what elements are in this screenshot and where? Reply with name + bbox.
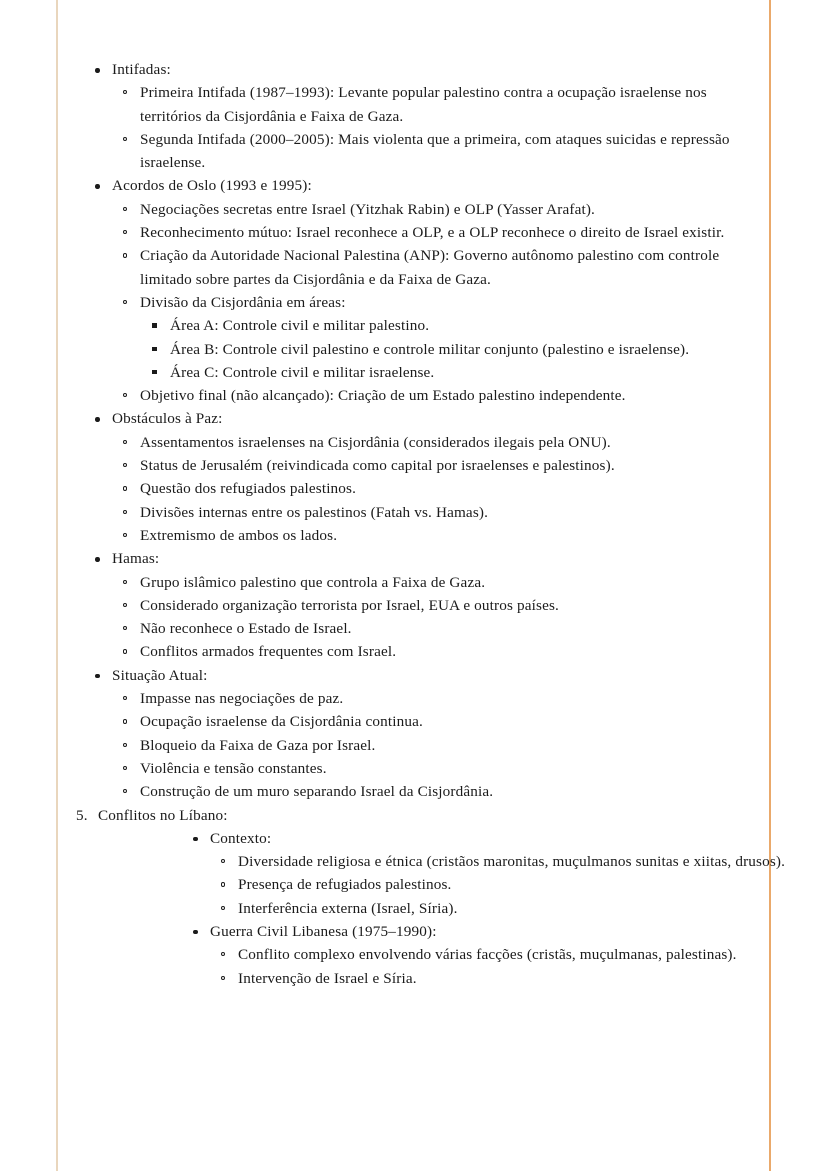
list-item <box>112 640 828 663</box>
disc-bullet-icon <box>95 68 100 73</box>
list-item-text: Área B: Controle civil palestino e controle militar conjunto (palestino e israelense). <box>170 340 690 358</box>
list-item <box>112 477 828 500</box>
list-item <box>112 571 828 594</box>
list-item <box>112 198 828 221</box>
list-item <box>140 361 828 384</box>
circle-bullet-icon <box>123 510 127 514</box>
list-item <box>112 81 828 128</box>
list-item-text: Reconhecimento mútuo: Israel reconhece a OLP, e a OLP reconhece o direito de Israel existir. <box>140 224 725 242</box>
circle-bullet-icon <box>123 137 127 141</box>
square-bullet-icon <box>152 370 157 375</box>
areas-sublist <box>140 314 828 384</box>
list-item <box>210 873 828 896</box>
list-item-intifadas-heading <box>0 58 828 174</box>
list-item <box>112 384 828 407</box>
section-obstaculos-a-paz <box>0 407 828 547</box>
libano-sublist <box>98 827 828 990</box>
disc-bullet-icon <box>193 837 198 842</box>
list-item <box>112 524 828 547</box>
hamas-sublist <box>112 571 828 664</box>
disc-bullet-icon <box>95 557 100 562</box>
contexto-sublist <box>210 850 828 920</box>
list-item <box>112 734 828 757</box>
circle-bullet-icon <box>123 580 127 584</box>
disc-bullet-icon <box>95 674 100 679</box>
list-item-text: Área A: Controle civil e militar palestino. <box>170 317 430 335</box>
list-item-text: Negociações secretas entre Israel (Yitzhak Rabin) e OLP (Yasser Arafat). <box>140 200 596 218</box>
list-item <box>112 757 828 780</box>
circle-bullet-icon <box>123 696 127 700</box>
list-item <box>210 943 828 966</box>
heading-guerra-civil-libanesa: Guerra Civil Libanesa (1975–1990): <box>210 922 437 940</box>
list-item-text: Criação da Autoridade Nacional Palestina (ANP): Governo autônomo palestino com controle limitado sobre partes da Cisjordânia e da Faixa de Gaza. <box>140 247 720 288</box>
circle-bullet-icon <box>123 719 127 723</box>
disc-bullet-icon <box>193 930 198 935</box>
list-item-text: Área C: Controle civil e militar israelense. <box>170 363 435 381</box>
section-number: 5. <box>76 806 88 824</box>
list-item <box>112 594 828 617</box>
heading-conflitos-no-libano: Conflitos no Líbano: <box>98 806 228 824</box>
intifadas-sublist <box>112 81 828 174</box>
list-item-libano-heading <box>0 804 828 990</box>
section-acordos-de-oslo <box>0 174 828 407</box>
circle-bullet-icon <box>123 626 127 630</box>
list-item-text: Grupo islâmico palestino que controla a Faixa de Gaza. <box>140 573 486 591</box>
list-item-text: Questão dos refugiados palestinos. <box>140 480 357 498</box>
list-item-guerra-civil-heading <box>98 920 828 990</box>
list-item <box>140 314 828 337</box>
square-bullet-icon <box>152 323 157 328</box>
list-item-text: Não reconhece o Estado de Israel. <box>140 620 352 638</box>
list-item-hamas-heading <box>0 547 828 663</box>
circle-bullet-icon <box>221 859 225 863</box>
list-item-situacao-heading <box>0 664 828 804</box>
circle-bullet-icon <box>123 789 127 793</box>
list-item-oslo-heading <box>0 174 828 407</box>
list-item <box>112 221 828 244</box>
circle-bullet-icon <box>123 743 127 747</box>
circle-bullet-icon <box>221 976 225 980</box>
circle-bullet-icon <box>123 90 127 94</box>
heading-obstaculos-a-paz: Obstáculos à Paz: <box>112 410 223 428</box>
obstaculos-sublist <box>112 431 828 547</box>
section-hamas <box>0 547 828 663</box>
circle-bullet-icon <box>221 906 225 910</box>
list-item-text: Ocupação israelense da Cisjordânia continua. <box>140 713 423 731</box>
list-item-text: Presença de refugiados palestinos. <box>238 876 452 894</box>
heading-situacao-atual: Situação Atual: <box>112 666 208 684</box>
list-item-text: Violência e tensão constantes. <box>140 759 327 777</box>
list-item <box>112 617 828 640</box>
list-item <box>112 128 828 175</box>
list-item-text: Intervenção de Israel e Síria. <box>238 969 417 987</box>
list-item-text: Status de Jerusalém (reivindicada como capital por israelenses e palestinos). <box>140 457 615 475</box>
disc-bullet-icon <box>95 417 100 422</box>
list-item-divisao <box>112 291 828 384</box>
list-item-text: Extremismo de ambos os lados. <box>140 526 338 544</box>
list-item-text: Considerado organização terrorista por Israel, EUA e outros países. <box>140 596 559 614</box>
circle-bullet-icon <box>123 393 127 397</box>
list-item-text: Primeira Intifada (1987–1993): Levante popular palestino contra a ocupação israelense nos territórios da Cisjordânia e Faixa de Gaza. <box>140 84 707 125</box>
circle-bullet-icon <box>123 230 127 234</box>
list-item <box>112 780 828 803</box>
list-item-text: Assentamentos israelenses na Cisjordânia (considerados ilegais pela ONU). <box>140 433 611 451</box>
list-item-obstaculos-heading <box>0 407 828 547</box>
section-intifadas <box>0 58 828 174</box>
list-item <box>112 710 828 733</box>
list-item-text: Divisões internas entre os palestinos (Fatah vs. Hamas). <box>140 503 489 521</box>
circle-bullet-icon <box>123 603 127 607</box>
section-conflitos-no-libano <box>0 804 828 990</box>
list-item-text: Conflitos armados frequentes com Israel. <box>140 643 397 661</box>
guerra-civil-sublist <box>210 943 828 990</box>
circle-bullet-icon <box>123 253 127 257</box>
circle-bullet-icon <box>123 300 127 304</box>
list-item-text: Objetivo final (não alcançado): Criação de um Estado palestino independente. <box>140 387 626 405</box>
circle-bullet-icon <box>123 440 127 444</box>
circle-bullet-icon <box>123 649 127 653</box>
list-item-text: Bloqueio da Faixa de Gaza por Israel. <box>140 736 376 754</box>
circle-bullet-icon <box>123 207 127 211</box>
circle-bullet-icon <box>221 952 225 956</box>
list-item-text: Conflito complexo envolvendo várias facções (cristãs, muçulmanas, palestinas). <box>238 946 737 964</box>
heading-divisao-cisjordania: Divisão da Cisjordânia em áreas: <box>140 293 346 311</box>
section-situacao-atual <box>0 664 828 804</box>
square-bullet-icon <box>152 347 157 352</box>
list-item-text: Impasse nas negociações de paz. <box>140 690 344 708</box>
circle-bullet-icon <box>123 533 127 537</box>
list-item <box>112 431 828 454</box>
list-item <box>140 338 828 361</box>
circle-bullet-icon <box>123 766 127 770</box>
list-item <box>112 244 828 291</box>
circle-bullet-icon <box>123 463 127 467</box>
list-item <box>210 850 828 873</box>
list-item-text: Construção de um muro separando Israel da Cisjordânia. <box>140 783 494 801</box>
circle-bullet-icon <box>221 882 225 886</box>
list-item <box>112 687 828 710</box>
heading-hamas: Hamas: <box>112 550 160 568</box>
oslo-sublist <box>112 198 828 408</box>
heading-acordos-de-oslo: Acordos de Oslo (1993 e 1995): <box>112 177 312 195</box>
list-item-contexto-heading <box>98 827 828 920</box>
disc-bullet-icon <box>95 184 100 189</box>
situacao-sublist <box>112 687 828 803</box>
list-item <box>112 501 828 524</box>
heading-intifadas: Intifadas: <box>112 61 171 78</box>
list-item-text: Diversidade religiosa e étnica (cristãos maronitas, muçulmanos sunitas e xiitas, drusos). <box>238 853 786 871</box>
list-item-text: Interferência externa (Israel, Síria). <box>238 899 458 917</box>
circle-bullet-icon <box>123 486 127 490</box>
list-item <box>210 967 828 990</box>
list-item <box>112 454 828 477</box>
list-item-text: Segunda Intifada (2000–2005): Mais violenta que a primeira, com ataques suicidas e repressão israelense. <box>140 130 730 172</box>
list-item <box>210 897 828 920</box>
heading-contexto: Contexto: <box>210 829 272 847</box>
